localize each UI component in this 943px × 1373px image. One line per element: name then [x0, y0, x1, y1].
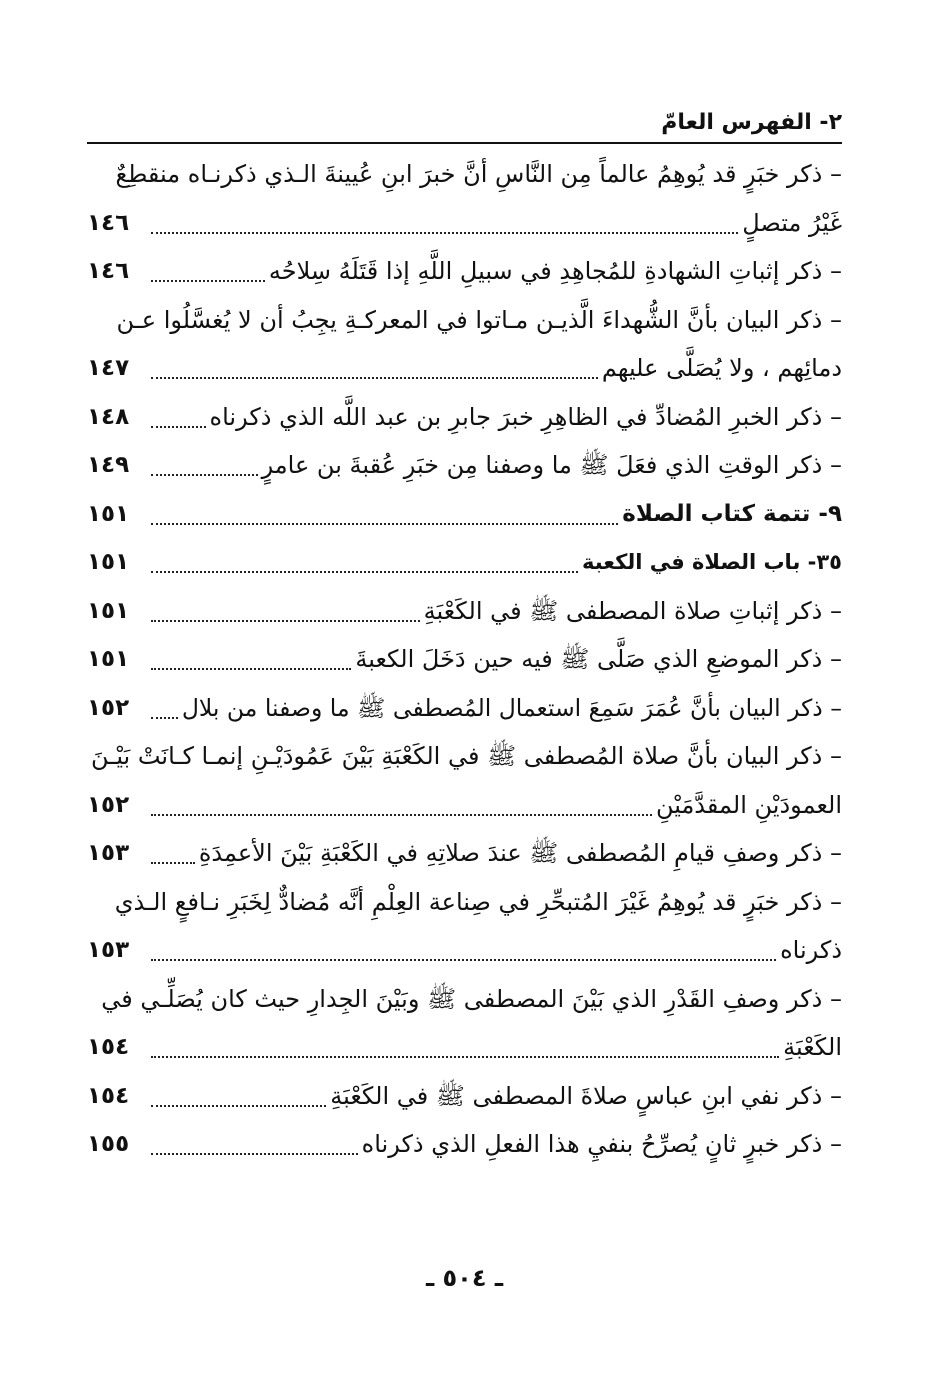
dot-leader	[151, 571, 578, 573]
index-entry-line	[87, 296, 842, 345]
entry-text: – ذكر نفي ابنِ عباسٍ صلاةَ المصطفى ﷺ في الكَعْبَةِ	[330, 1081, 842, 1110]
entry-text: ٣٥- باب الصلاة في الكعبة	[581, 550, 842, 575]
index-entry-line	[87, 199, 842, 248]
index-entry-line	[87, 732, 842, 781]
dot-leader	[151, 280, 265, 282]
entry-text: – ذكر الوقتِ الذي فعَلَ ﷺ ما وصفنا مِن خبَرِ عُقبةَ بن عامرٍ	[261, 451, 842, 480]
index-entry-line	[87, 829, 842, 878]
dot-leader	[151, 717, 178, 719]
entry-page-number: ١٥٢	[87, 791, 130, 818]
entry-page-number: ١٤٨	[87, 403, 130, 430]
entry-text: – ذكر خبَرٍ قد يُوهِمُ عالماً مِن النَّاسِ أنَّ خبرَ ابنِ عُيينةَ الـذي ذكرنـاه منقطِعٌ	[115, 160, 842, 189]
index-entry-line	[87, 1072, 842, 1121]
dot-leader	[151, 1056, 779, 1058]
entry-page-number: ١٥١	[87, 597, 130, 624]
index-entry-line	[87, 975, 842, 1024]
entry-text: – ذكر خبَرٍ قد يُوهِمُ غَيْرَ المُتبحِّرِ في صِناعة العِلْمِ أنَّه مُضادٌّ لِخَبَرِ نـافعٍ الـذي	[114, 887, 842, 916]
index-entry-line	[87, 878, 842, 927]
dot-leader	[151, 1105, 326, 1107]
running-head	[87, 100, 842, 142]
entry-text: ذكرناه	[780, 936, 842, 965]
entry-text: – ذكر البيان بأنَّ صلاة المُصطفى ﷺ في الكَعْبَةِ بَيْنَ عَمُودَيْـنِ إنمـا كـانَتْ بَيْـنَ	[91, 742, 842, 771]
entry-text: الكَعْبَةِ	[783, 1033, 842, 1062]
entry-page-number: ١٥٣	[87, 840, 130, 867]
index-entry-line	[87, 926, 842, 975]
index-entry-line	[87, 587, 842, 636]
index-entry-line	[87, 1120, 842, 1169]
entry-page-number: ١٥٢	[87, 694, 130, 721]
entry-text: غَيْرُ متصلٍ	[742, 208, 842, 237]
index-entry-line	[87, 635, 842, 684]
entry-text: – ذكر وصفِ قيامِ المُصطفى ﷺ عندَ صلاتِهِ في الكَعْبَةِ بَيْنَ الأعمِدَةِ	[198, 839, 842, 868]
index-entries-list	[87, 150, 842, 1169]
entry-text: – ذكر خبرٍ ثانٍ يُصرِّحُ بنفيِ هذا الفعلِ الذي ذكرناه	[361, 1130, 842, 1159]
entry-text: ٩- تتمة كتاب الصلاة	[622, 500, 842, 527]
index-entry-line	[87, 1023, 842, 1072]
entry-page-number: ١٥١	[87, 549, 130, 576]
book-index-page	[87, 100, 842, 1320]
dot-leader	[151, 668, 351, 670]
index-entry-line	[87, 781, 842, 830]
dot-leader	[151, 1153, 358, 1155]
entry-text: – ذكر الموضعِ الذي صَلَّى ﷺ فيه حين دَخَلَ الكعبةَ	[355, 645, 842, 674]
dot-leader	[151, 959, 776, 961]
entry-page-number: ١٥١	[87, 646, 130, 673]
index-entry-line	[87, 441, 842, 490]
entry-page-number: ١٤٦	[87, 258, 130, 285]
dot-leader	[151, 814, 652, 816]
index-entry-line	[87, 393, 842, 442]
dot-leader	[151, 377, 598, 379]
dot-leader	[151, 474, 258, 476]
section-heading	[87, 538, 842, 587]
entry-text: العمودَيْنِ المقدَّمَيْنِ	[655, 790, 842, 819]
dot-leader	[151, 523, 618, 525]
chapter-heading	[87, 490, 842, 539]
entry-text: دمائِهم ، ولا يُصَلَّى عليهم	[601, 354, 842, 383]
entry-text: – ذكر إثباتِ صلاة المصطفى ﷺ في الكَعْبَةِ	[423, 596, 842, 625]
index-entry-line	[87, 150, 842, 199]
entry-page-number: ١٥٣	[87, 937, 130, 964]
entry-text: – ذكر البيان بأنَّ عُمَرَ سَمِعَ استعمال المُصطفى ﷺ ما وصفنا من بلال	[181, 693, 842, 722]
index-entry-line	[87, 344, 842, 393]
header-rule	[87, 142, 842, 144]
dot-leader	[151, 426, 206, 428]
index-entry-line	[87, 684, 842, 733]
entry-page-number: ١٥٥	[87, 1131, 130, 1158]
entry-page-number: ١٥٤	[87, 1082, 130, 1109]
page-number: ـ ٥٠٤ ـ	[425, 1264, 504, 1292]
dot-leader	[151, 862, 195, 864]
entry-page-number: ١٥١	[87, 500, 130, 527]
entry-text: – ذكر إثباتِ الشهادةِ للمُجاهِدِ في سبيلِ اللَّهِ إذا قَتَلَهُ سِلاحُه	[268, 257, 842, 286]
dot-leader	[151, 620, 420, 622]
entry-page-number: ١٤٧	[87, 355, 130, 382]
entry-page-number: ١٤٦	[87, 209, 130, 236]
entry-text: – ذكر الخبرِ المُضادِّ في الظاهِرِ خبرَ جابرِ بن عبد اللَّه الذي ذكرناه	[209, 402, 842, 431]
entry-text: – ذكر البيان بأنَّ الشُّهداءَ الَّذيـن مـاتوا في المعركـةِ يجِبُ أن لا يُغسَّلُوا عـن	[116, 305, 842, 334]
index-entry-line	[87, 247, 842, 296]
running-title: ٢- الفهرس العامّ	[661, 110, 842, 135]
entry-text: – ذكر وصفِ القَدْرِ الذي بَيْنَ المصطفى ﷺ وبَيْنَ الجِدارِ حيث كان يُصَلِّـي في	[101, 984, 842, 1013]
dot-leader	[151, 232, 738, 234]
entry-page-number: ١٥٤	[87, 1034, 130, 1061]
entry-page-number: ١٤٩	[87, 452, 130, 479]
